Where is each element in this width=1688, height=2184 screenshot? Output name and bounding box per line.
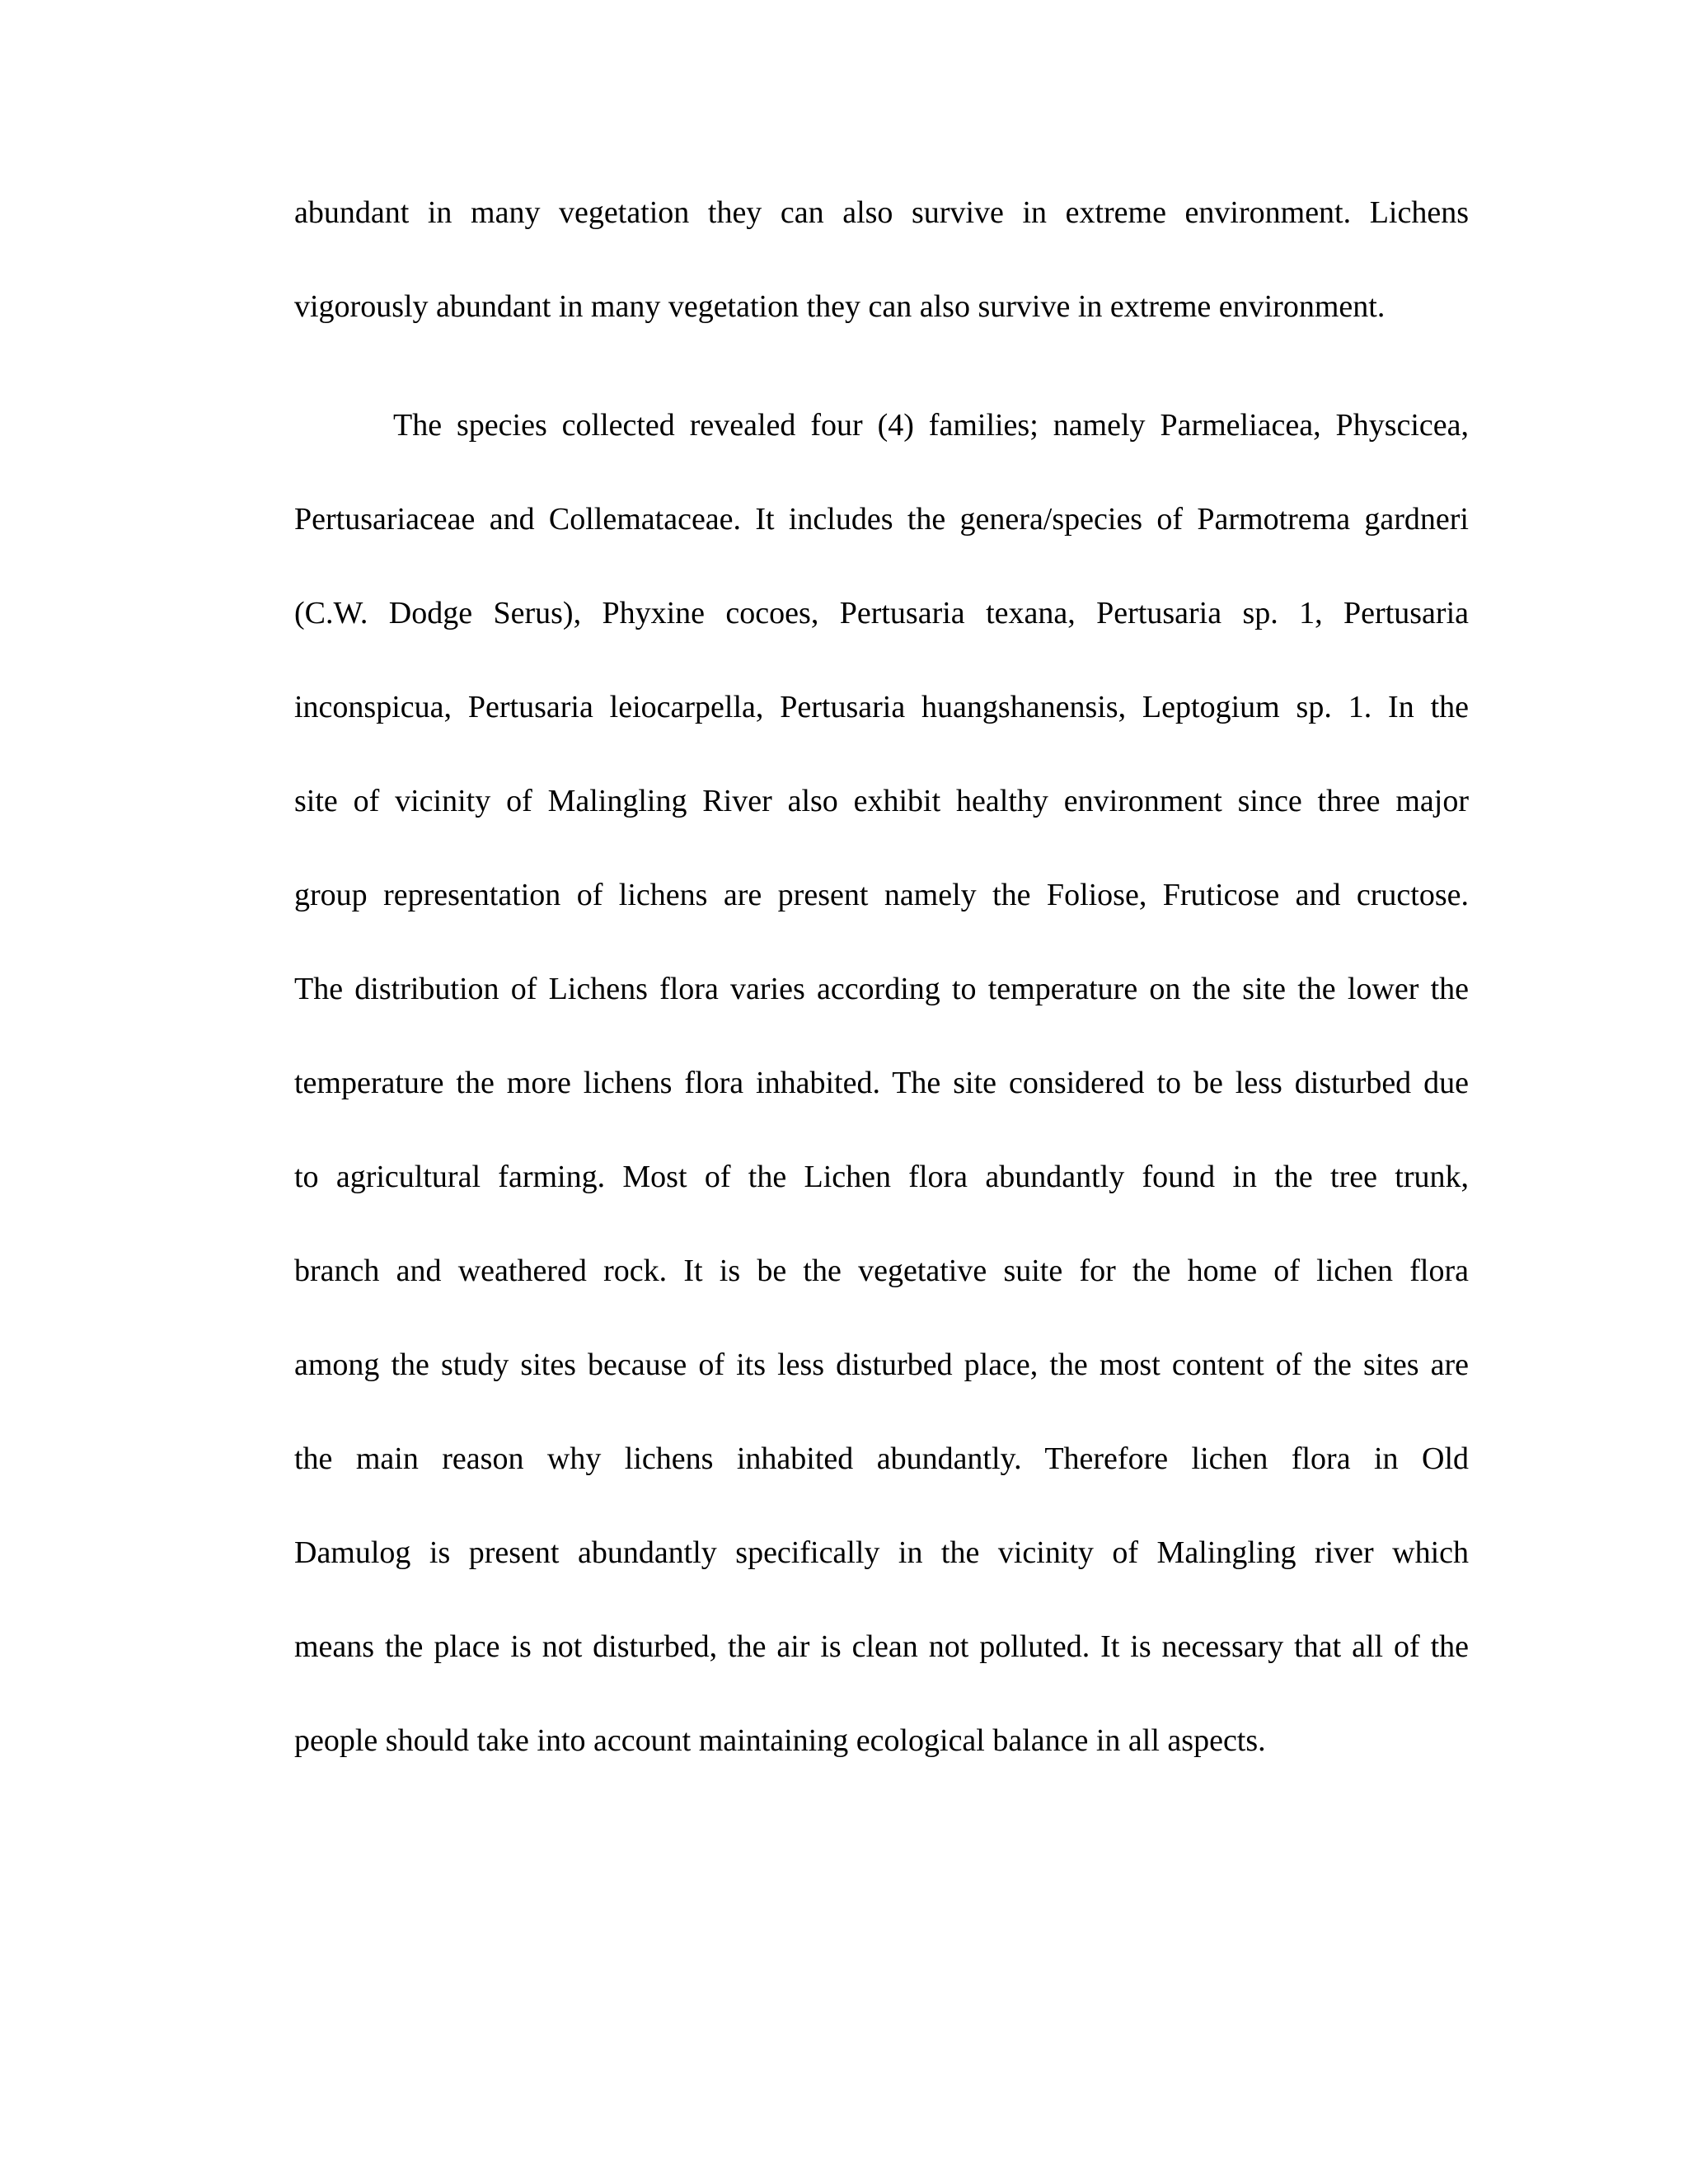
- text-line: Damulog is present abundantly specifically in the vicinity of Malingling river which: [294, 1535, 1469, 1570]
- text-line: means the place is not disturbed, the air is clean not polluted. It is necessary that all of the: [294, 1629, 1469, 1664]
- text-line: Pertusariaceae and Collemataceae. It includes the genera/species of Parmotrema gardneri: [294, 502, 1469, 537]
- text-line: branch and weathered rock. It is be the vegetative suite for the home of lichen flora: [294, 1254, 1469, 1288]
- text-line: to agricultural farming. Most of the Lichen flora abundantly found in the tree trunk,: [294, 1160, 1469, 1194]
- text-line: the main reason why lichens inhabited abundantly. Therefore lichen flora in Old: [294, 1441, 1469, 1476]
- text-line: vigorously abundant in many vegetation they can also survive in extreme environment.: [294, 289, 1386, 324]
- text-line: among the study sites because of its less disturbed place, the most content of the sites are: [294, 1347, 1469, 1382]
- text-line: abundant in many vegetation they can also survive in extreme environment. Lichens: [294, 195, 1469, 230]
- text-line: (C.W. Dodge Serus), Phyxine cocoes, Pertusaria texana, Pertusaria sp. 1, Pertusaria: [294, 596, 1469, 630]
- text-line: group representation of lichens are present namely the Foliose, Fruticose and cructose.: [294, 878, 1469, 912]
- text-line: people should take into account maintaining ecological balance in all aspects.: [294, 1723, 1266, 1758]
- text-line: site of vicinity of Malingling River also exhibit healthy environment since three major: [294, 784, 1469, 818]
- text-line: The species collected revealed four (4) families; namely Parmeliacea, Physcicea,: [393, 408, 1469, 443]
- text-line: inconspicua, Pertusaria leiocarpella, Pertusaria huangshanensis, Leptogium sp. 1. In the: [294, 690, 1469, 724]
- text-line: temperature the more lichens flora inhabited. The site considered to be less disturbed due: [294, 1066, 1469, 1100]
- text-line: The distribution of Lichens flora varies according to temperature on the site the lower the: [294, 972, 1469, 1006]
